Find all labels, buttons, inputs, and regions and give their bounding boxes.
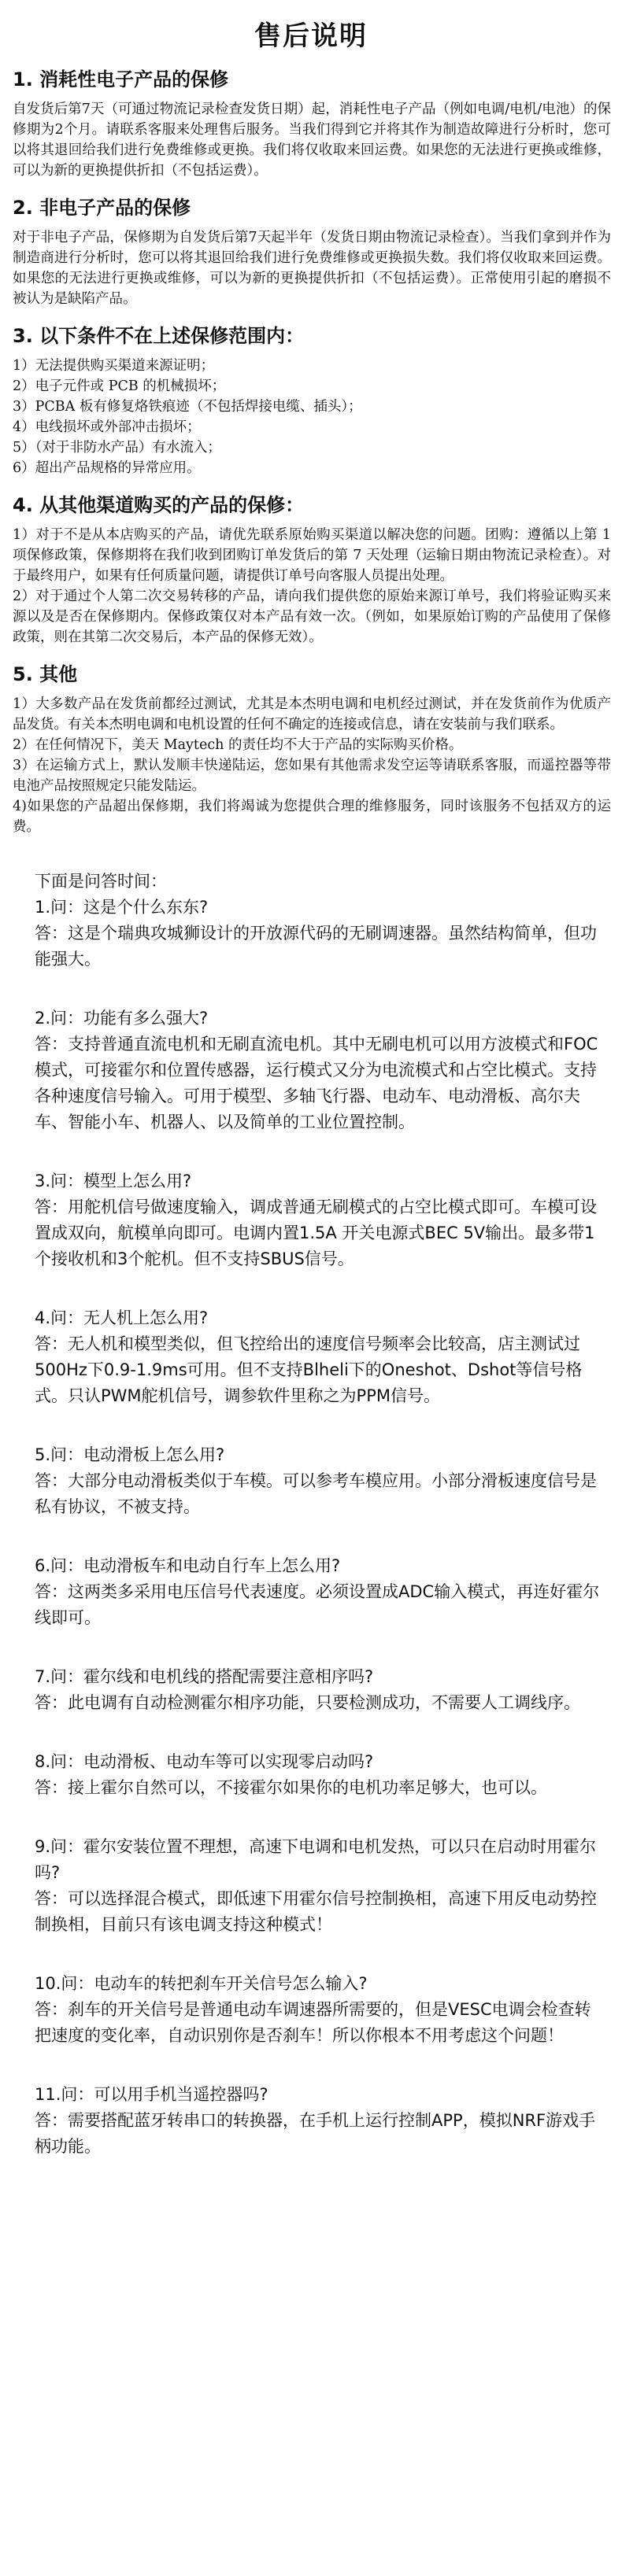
faq-item [35,1006,600,1135]
faq-item [35,895,600,972]
faq-question: 7.问：霍尔线和电机线的搭配需要注意相序吗? [35,1667,374,1686]
section-paragraph: 2）在任何情况下，美天 Maytech 的责任均不大于产品的实际购买价格。 [13,737,463,753]
faq-item [35,1749,600,1801]
faq-section [0,869,622,2160]
faq-item [35,1664,600,1716]
section-non-electronic-warranty [13,192,611,309]
faq-item [35,1442,600,1520]
faq-question: 11.问：可以用手机当遥控器吗? [35,2085,268,2104]
faq-question: 8.问：电动滑板、电动车等可以实现零启动吗? [35,1752,374,1771]
faq-item [35,1553,600,1631]
faq-item [35,1834,600,1938]
section-paragraph: 3）在运输方式上，默认发顺丰快递陆运，您如果有其他需求发空运等请联系客服，而遥控器等带电池产品按照规定只能发陆运。 [13,758,611,794]
section-heading: 3. 以下条件不在上述保修范围内： [13,325,305,347]
faq-question: 4.问：无人机上怎么用? [35,1308,209,1327]
faq-answer: 答：刹车的开关信号是普通电动车调速器所需要的，但是VESC电调会检查转把速度的变化率，自动识别你是否刹车！所以你根本不用考虑这个问题！ [35,2000,591,2045]
section-paragraph: 4)如果您的产品超出保修期，我们将竭诚为您提供合理的维修服务，同时该服务不包括双方的运费。 [13,799,611,835]
list-item: 4）电线损坏或外部冲击损坏； [13,419,201,435]
faq-answer: 答：大部分电动滑板类似于车模。可以参考车模应用。小部分滑板速度信号是私有协议，不被支持。 [35,1471,597,1516]
section-other [13,659,611,837]
list-item: 3）PCBA 板有修复烙铁痕迹（不包括焊接电缆、插头）； [13,399,362,415]
warranty-policy [0,64,622,837]
list-item: 2）电子元件或 PCB 的机械损坏； [13,378,226,394]
faq-question: 2.问：功能有多么强大? [35,1009,209,1028]
section-consumable-warranty [13,64,611,181]
section-paragraph: 2）对于通过个人第二次交易转移的产品，请向我们提供您的原始来源订单号，我们将验证购买来源以及是否在保修期内。保修政策仅对本产品有效一次。（例如，如果原始订购的产品使用了保修政策，则在其第二次交易后，本产品的保修无效）。 [13,589,611,645]
section-other-channels [13,489,611,648]
section-paragraph: 1）对于不是从本店购买的产品，请优先联系原始购买渠道以解决您的问题。团购：遵循以上第 1 项保修政策，保修期将在我们收到团购订单发货后的第 7 天处理（运输日期由物流记录检查）。对于最终用户，如果有任何质量问题，请提供订单号向客服人员提出处理。 [13,527,611,584]
faq-question: 10.问：电动车的转把刹车开关信号怎么输入? [35,1974,368,1993]
faq-answer: 答：此电调有自动检测霍尔相序功能，只要检测成功，不需要人工调线序。 [35,1693,580,1712]
section-heading: 4. 从其他渠道购买的产品的保修： [13,494,305,516]
faq-question: 5.问：电动滑板上怎么用? [35,1445,225,1464]
faq-answer: 答：支持普通直流电机和无刷直流电机。其中无刷电机可以用方波模式和FOC模式，可接霍尔和位置传感器，运行模式又分为电流模式和占空比模式。支持各种速度信号输入。可用于模型、多轴飞行器、电动车、电动滑板、高尔夫车、智能小车、机器人、以及简单的工业位置控制。 [35,1035,598,1131]
section-exclusions [13,320,611,478]
list-item: 5）（对于非防水产品）有水流入； [13,440,221,456]
section-paragraph: 对于非电子产品，保修期为自发货后第7天起半年（发货日期由物流记录检查）。当我们拿到并作为制造商进行分析时，您可以将其退回给我们进行免费维修或更换损失数。我们将仅收取来回运费。如果您的无法进行更换或维修，可以为新的更换提供折扣（不包括运费）。正常使用引起的磨损不被认为是缺陷产品。 [13,230,611,307]
faq-intro: 下面是问答时间： [35,872,167,891]
faq-item [35,1971,600,2049]
faq-item [35,2082,600,2160]
faq-answer: 答：可以选择混合模式，即低速下用霍尔信号控制换相，高速下用反电动势控制换相，目前只有该电调支持这种模式！ [35,1889,597,1934]
faq-question: 3.问：模型上怎么用? [35,1172,192,1190]
faq-answer: 答：接上霍尔自然可以，不接霍尔如果你的电机功率足够大，也可以。 [35,1778,547,1797]
faq-answer: 答：需要搭配蓝牙转串口的转换器，在手机上运行控制APP，模拟NRF游戏手柄功能。 [35,2111,596,2156]
faq-question: 1.问：这是个什么东东? [35,898,209,917]
section-paragraph: 1）大多数产品在发货前都经过测试，尤其是本杰明电调和电机经过测试，并在发货前作为优质产品发货。有关本杰明电调和电机设置的任何不确定的连接或信息，请在安装前与我们联系。 [13,696,611,733]
section-paragraph: 自发货后第7天（可通过物流记录检查发货日期）起，消耗性电子产品（例如电调/电机/电池）的保修期为2个月。请联系客服来处理售后服务。当我们得到它并将其作为制造故障进行分析时，您可以将其退回给我们进行免费维修或更换。我们将仅收取来回运费。如果您的无法进行更换或维修，可以为新的更换提供折扣（不包括运费）。 [13,101,611,179]
list-item: 1）无法提供购买渠道来源证明； [13,358,215,374]
section-heading: 2. 非电子产品的保修 [13,197,191,219]
faq-item [35,1305,600,1409]
faq-answer: 答：这两类多采用电压信号代表速度。必须设置成ADC输入模式，再连好霍尔线即可。 [35,1582,600,1627]
list-item: 6）超出产品规格的异常应用。 [13,460,201,476]
faq-item [35,1168,600,1272]
faq-answer: 答：这是个瑞典攻城狮设计的开放源代码的无刷调速器。虽然结构简单，但功能强大。 [35,924,597,969]
page-title: 售后说明 [254,20,368,52]
section-heading: 1. 消耗性电子产品的保修 [13,68,229,90]
faq-question: 9.问：霍尔安装位置不理想，高速下电调和电机发热，可以只在启动时用霍尔吗? [35,1837,597,1882]
section-heading: 5. 其他 [13,663,78,685]
faq-question: 6.问：电动滑板车和电动自行车上怎么用? [35,1556,341,1575]
faq-answer: 答：无人机和模型类似，但飞控给出的速度信号频率会比较高，店主测试过500Hz下0.9-1.9ms可用。但不支持Blheli下的Oneshot、Dshot等信号格式。只认PWM舵机信号，调参软件里称之为PPM信号。 [35,1334,583,1405]
faq-answer: 答：用舵机信号做速度输入，调成普通无刷模式的占空比模式即可。车模可设置成双向，航模单向即可。电调内置1.5A 开关电源式BEC 5V输出。最多带1个接收机和3个舵机。但不支持SBUS信号。 [35,1198,597,1268]
